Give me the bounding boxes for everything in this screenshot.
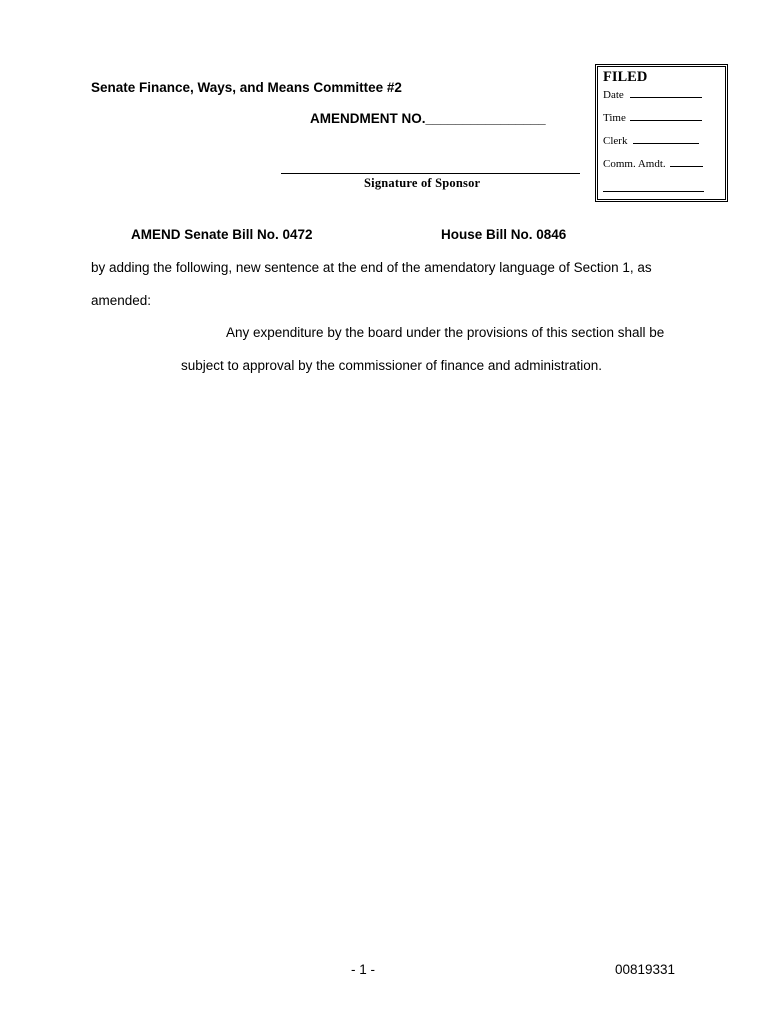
filed-stamp-box bbox=[597, 66, 726, 200]
filed-comm-amdt-blank bbox=[670, 157, 703, 167]
amendment-number-field: AMENDMENT NO.________________ bbox=[310, 111, 546, 126]
document-id: 00819331 bbox=[615, 962, 676, 977]
sponsor-signature-line bbox=[281, 173, 580, 174]
filed-time-row bbox=[603, 111, 702, 124]
filed-date-row bbox=[603, 88, 702, 101]
filed-comm-amdt-label: Comm. Amdt. bbox=[603, 158, 666, 170]
filed-clerk-blank bbox=[633, 134, 699, 144]
filed-clerk-row bbox=[603, 134, 699, 147]
filed-time-blank bbox=[630, 111, 702, 121]
filed-extra-blank-line bbox=[603, 191, 704, 192]
inserted-sentence-line-2: subject to approval by the commissioner of finance and administration. bbox=[181, 358, 602, 373]
sponsor-signature-label: Signature of Sponsor bbox=[364, 176, 481, 190]
amendment-instruction-line-1: by adding the following, new sentence at the end of the amendatory language of Section 1, as bbox=[91, 260, 652, 275]
senate-bill-number: AMEND Senate Bill No. 0472 bbox=[131, 227, 313, 242]
filed-clerk-label: Clerk bbox=[603, 135, 628, 147]
amendment-instruction-line-2: amended: bbox=[91, 293, 152, 308]
filed-title: FILED bbox=[603, 69, 648, 85]
house-bill-number: House Bill No. 0846 bbox=[441, 227, 567, 242]
filed-comm-amdt-row bbox=[603, 157, 703, 170]
filed-date-blank bbox=[630, 88, 702, 98]
filed-time-label: Time bbox=[603, 112, 626, 124]
filed-date-label: Date bbox=[603, 89, 624, 101]
page-number: - 1 - bbox=[351, 962, 376, 977]
inserted-sentence-line-1: Any expenditure by the board under the provisions of this section shall be bbox=[226, 325, 665, 340]
committee-name: Senate Finance, Ways, and Means Committee #2 bbox=[91, 80, 402, 95]
